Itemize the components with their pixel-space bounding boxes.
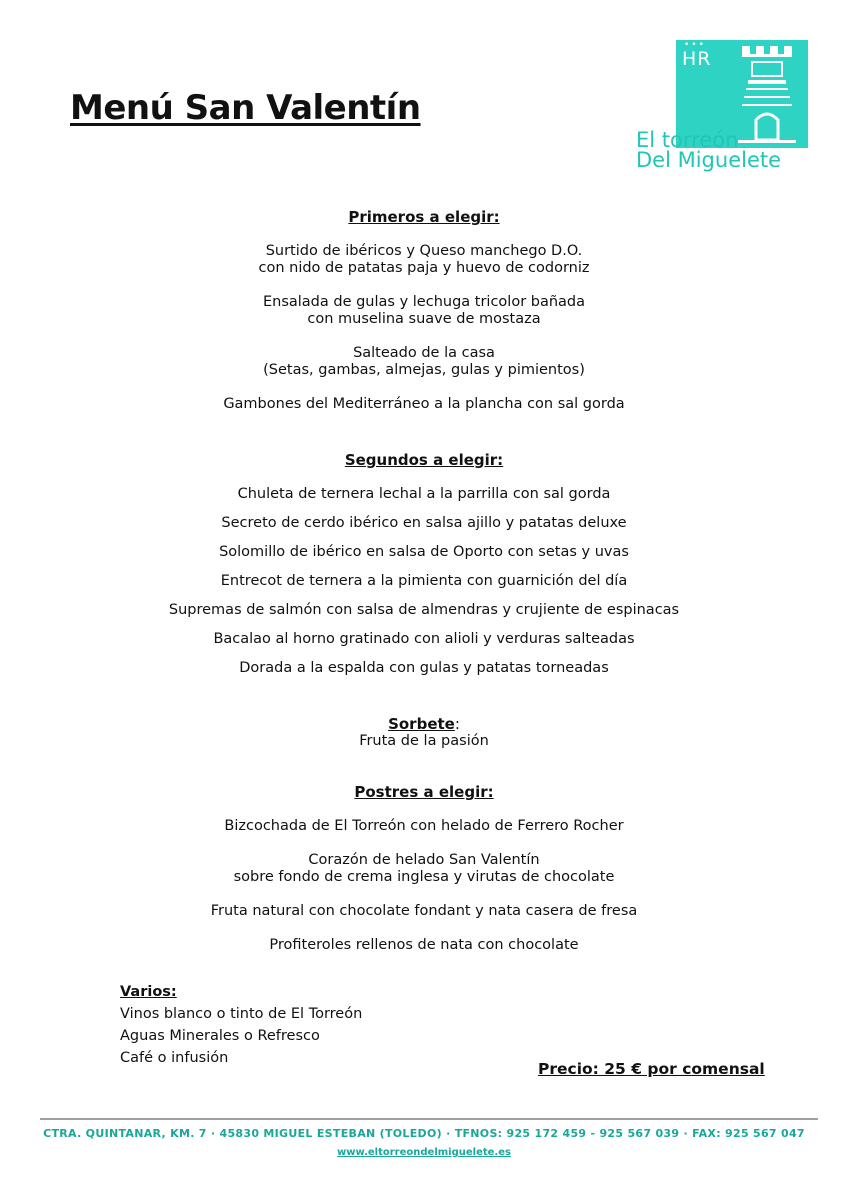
dish-line: Bacalao al horno gratinado con alioli y verduras salteadas: [213, 631, 635, 647]
varios-item: Aguas Minerales o Refresco: [120, 1028, 320, 1044]
dish-line: Salteado de la casa: [353, 345, 495, 361]
dish-line: Dorada a la espalda con gulas y patatas torneadas: [239, 660, 609, 676]
section-heading-primeros: Primeros a elegir:: [348, 208, 500, 226]
dish-line: Ensalada de gulas y lechuga tricolor bañada: [262, 294, 586, 310]
page-title: Menú San Valentín: [70, 88, 421, 128]
varios-heading: Varios:: [120, 984, 177, 1000]
logo-name-line1: El torreón: [636, 128, 739, 152]
dish-line: con nido de patatas paja y huevo de codorniz: [258, 260, 590, 276]
dish-line: Secreto de cerdo ibérico en salsa ajillo y patatas deluxe: [221, 515, 627, 531]
footer-address: CTRA. QUINTANAR, KM. 7 · 45830 MIGUEL ESTEBAN (TOLEDO) · TFNOS: 925 172 459 - 925 567 039 · FAX: 925 567 047: [43, 1127, 805, 1140]
dish-line: Profiteroles rellenos de nata con chocolate: [269, 937, 579, 953]
price-label: Precio: 25 € por comensal: [538, 1060, 765, 1078]
sorbete-colon: :: [454, 715, 460, 733]
footer-website-link[interactable]: www.eltorreondelmiguelete.es: [337, 1147, 511, 1158]
logo-dots-icon: •••: [684, 40, 706, 50]
dish-line: Entrecot de ternera a la pimienta con guarnición del día: [220, 573, 628, 589]
menu-body: [0, 208, 848, 954]
varios-item: Vinos blanco o tinto de El Torreón: [120, 1006, 363, 1022]
dish-line: Fruta natural con chocolate fondant y nata casera de fresa: [210, 903, 638, 919]
footer-divider: [40, 1118, 818, 1120]
varios-block: [120, 981, 362, 1069]
logo-name-line2: Del Miguelete: [636, 148, 782, 172]
section-heading-sorbete: Sorbete: [388, 715, 455, 733]
dish-line: Supremas de salmón con salsa de almendras y crujiente de espinacas: [168, 602, 680, 618]
dish-line: Chuleta de ternera lechal a la parrilla con sal gorda: [237, 486, 611, 502]
dish-line: Surtido de ibéricos y Queso manchego D.O.: [265, 243, 583, 259]
section-heading-sorbete-wrap: [0, 716, 848, 733]
section-heading-segundos: Segundos a elegir:: [344, 451, 504, 469]
section-heading-postres: Postres a elegir:: [354, 783, 494, 801]
logo-monogram: HR: [682, 48, 712, 70]
dish-line: (Setas, gambas, almejas, gulas y pimientos): [263, 362, 585, 378]
dish-line: Solomillo de ibérico en salsa de Oporto con setas y uvas: [219, 544, 629, 560]
dish-line: sobre fondo de crema inglesa y virutas de chocolate: [233, 869, 615, 885]
dish-line: Corazón de helado San Valentín: [308, 852, 540, 868]
restaurant-logo: [636, 40, 812, 170]
varios-item: Café o infusión: [120, 1050, 229, 1066]
dish-line: Gambones del Mediterráneo a la plancha con sal gorda: [223, 396, 625, 412]
dish-line: Bizcochada de El Torreón con helado de Ferrero Rocher: [224, 818, 624, 834]
dish-line: Fruta de la pasión: [359, 733, 489, 749]
dish-line: con muselina suave de mostaza: [307, 311, 541, 327]
